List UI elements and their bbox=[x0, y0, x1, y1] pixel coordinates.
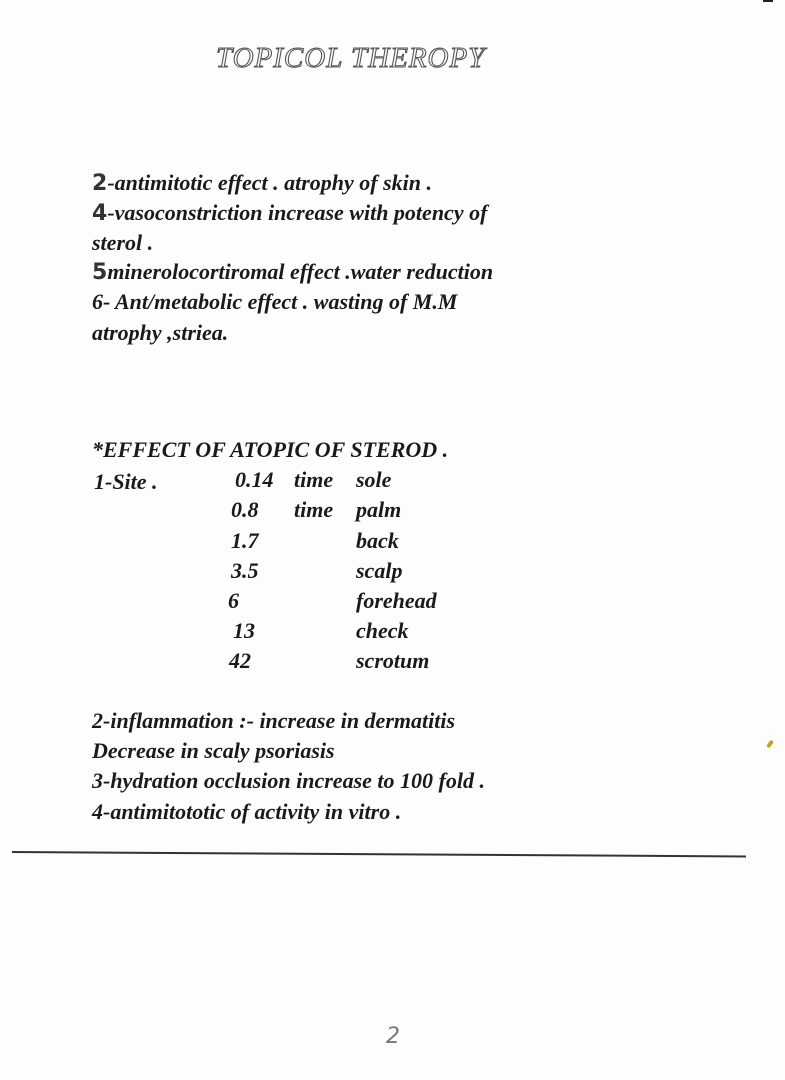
site-value: 0.14 bbox=[235, 467, 274, 492]
site-location: forehead bbox=[356, 588, 437, 613]
site-unit: time bbox=[294, 467, 334, 492]
site-value: 13 bbox=[233, 618, 255, 643]
site-value: 6 bbox=[228, 588, 239, 613]
note-line-4: 4-antimitototic of activity in vitro . bbox=[92, 799, 402, 824]
effect-line-3: sterol . bbox=[92, 230, 154, 255]
site-location: back bbox=[356, 528, 399, 553]
site-location: palm bbox=[356, 497, 402, 522]
effect-line-6: atrophy ,striea. bbox=[92, 320, 229, 345]
site-location: sole bbox=[356, 467, 392, 492]
site-value: 1.7 bbox=[231, 528, 259, 553]
ink-speck bbox=[766, 740, 774, 749]
site-value: 3.5 bbox=[231, 558, 259, 583]
horizontal-divider bbox=[12, 851, 746, 857]
site-value: 42 bbox=[229, 648, 251, 673]
handwritten-number: 4 bbox=[92, 201, 108, 226]
effect-line-1: 2-antimitotic effect . atrophy of skin . bbox=[92, 170, 432, 196]
section-heading: *EFFECT OF ATOPIC OF STEROD . bbox=[92, 437, 449, 462]
effect-line-4: 5minerolocortiromal effect .water reduction bbox=[92, 259, 494, 285]
page-number: 2 bbox=[386, 1024, 400, 1049]
site-value: 0.8 bbox=[231, 497, 259, 522]
effect-line-2: 4-vasoconstriction increase with potency of bbox=[92, 200, 488, 226]
site-unit: time bbox=[294, 497, 334, 522]
page-title: TOPICOL THEROPY bbox=[216, 42, 486, 74]
handwritten-number: 2 bbox=[92, 171, 108, 196]
note-line-1: 2-inflammation :- increase in dermatitis bbox=[92, 708, 456, 733]
note-line-3: 3-hydration occlusion increase to 100 fold . bbox=[92, 768, 485, 793]
corner-mark bbox=[763, 0, 773, 2]
handwritten-number: 5 bbox=[92, 260, 108, 285]
site-label: 1-Site . bbox=[94, 469, 158, 494]
site-location: scrotum bbox=[356, 648, 430, 673]
effect-line-5: 6- Ant/metabolic effect . wasting of M.M bbox=[92, 289, 458, 314]
note-line-2: Decrease in scaly psoriasis bbox=[92, 738, 335, 763]
site-location: scalp bbox=[356, 558, 403, 583]
site-location: check bbox=[356, 618, 409, 643]
